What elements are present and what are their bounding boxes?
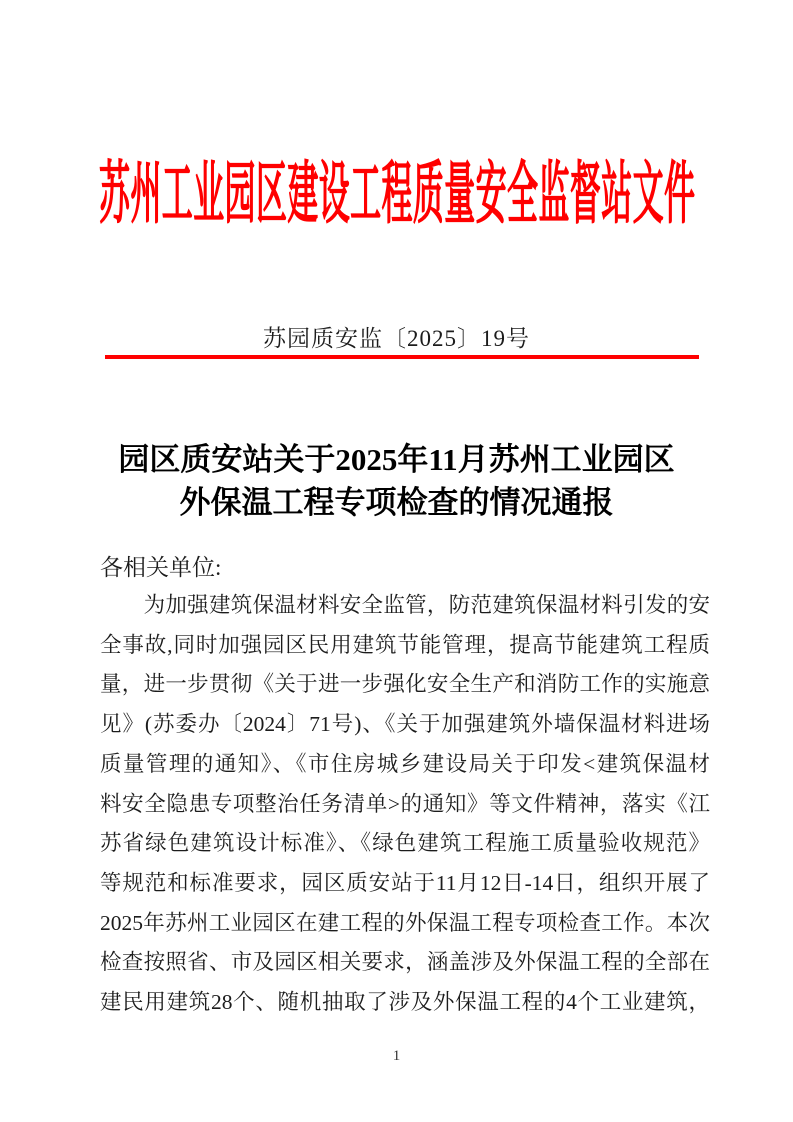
body-line: 苏省绿色建筑设计标准》、《绿色建筑工程施工质量验收规范》 [100, 831, 710, 856]
document-title [0, 438, 793, 524]
body-line: 量，进一步贯彻《关于进一步强化安全生产和消防工作的实施意 [100, 672, 710, 697]
red-divider-line [105, 355, 699, 359]
body-line: 等规范和标准要求，园区质安站于11月12日-14日，组织开展了 [100, 870, 710, 895]
document-header-title: 苏州工业园区建设工程质量安全监督站文件 [99, 155, 695, 233]
body-line: 2025年苏州工业园区在建工程的外保温工程专项检查工作。本次 [100, 910, 710, 935]
document-title-line1: 园区质安站关于2025年11月苏州工业园区 [118, 442, 675, 477]
body-line: 为加强建筑保温材料安全监管，防范建筑保温材料引发的安 [100, 593, 710, 617]
body-paragraph [100, 586, 710, 1023]
body-line: 料安全隐患专项整治任务清单>的通知》等文件精神，落实《江 [100, 791, 710, 816]
page-number: 1 [392, 1048, 401, 1064]
document-title-line2: 外保温工程专项检查的情况通报 [179, 485, 614, 520]
body-line: 见》(苏委办〔2024〕71号)、《关于加强建筑外墙保温材料进场 [100, 712, 710, 737]
body-line: 质量管理的通知》、《市住房城乡建设局关于印发<建筑保温材 [100, 751, 710, 776]
body-line: 建民用建筑28个、随机抽取了涉及外保温工程的4个工业建筑， [100, 990, 710, 1015]
document-number: 苏园质安监〔2025〕19号 [263, 326, 530, 351]
body-line: 检查按照省、市及园区相关要求，涵盖涉及外保温工程的全部在 [100, 950, 710, 975]
salutation: 各相关单位: [100, 555, 222, 580]
body-line: 全事故,同时加强园区民用建筑节能管理，提高节能建筑工程质 [100, 632, 710, 657]
